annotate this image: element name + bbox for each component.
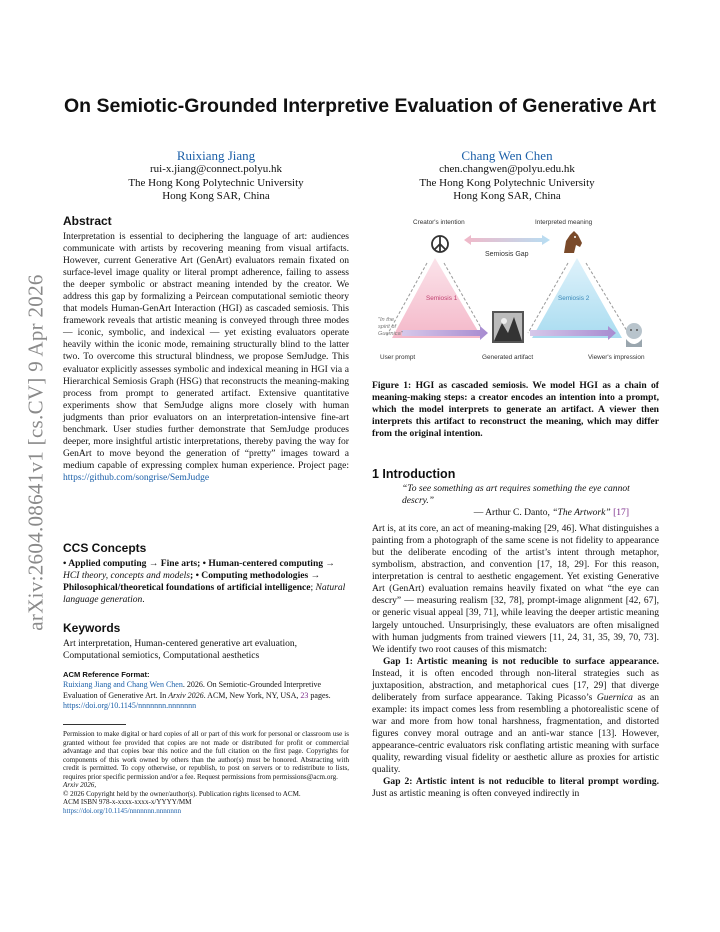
ccs-concept: • Applied computing → Fine arts; • Human-centered computing → [63, 558, 335, 569]
gap1-text-cont: as an example: its impact comes less from resembling a photorealistic scene of war and more from how tonal harshness, fragmentation, and distorted figures convey moral outrage and an anti-war stance [13]. However, appearance-centric evaluators risk conflating artistic meaning with surface quality, rewarding visual fidelity or aesthetic allure as proxies for artistic quality. [372, 691, 659, 776]
ccs-concept: Natural language generation [63, 582, 346, 606]
author-location: Hong Kong SAR, China [453, 190, 561, 202]
label-viewers-impression: Viewer's impression [588, 354, 645, 361]
label-generated-artifact: Generated artifact [482, 354, 534, 361]
author-name[interactable]: Chang Wen Chen [461, 148, 553, 163]
label-semiosis-2: Semiosis 2 [558, 295, 590, 302]
ccs-heading: CCS Concepts [63, 541, 147, 555]
horse-icon [564, 231, 582, 253]
gap1-title: Gap 1: Artistic meaning is not reducible to surface appearance. [383, 655, 659, 667]
epigraph-work: “The Artwork” [552, 507, 611, 519]
semiosis-gap-arrow [464, 235, 550, 245]
prompt-line: "In the [378, 317, 394, 323]
permission-doi[interactable]: https://doi.org/10.1145/nnnnnnn.nnnnnnn [63, 806, 182, 815]
acm-ref-text: . 2026. On Semiotic-Grounded Interpretive Evaluation of Generative Art. In [63, 680, 322, 700]
author-email: rui-x.jiang@connect.polyu.hk [149, 163, 283, 175]
acm-ref-text: pages. [308, 690, 331, 700]
author-location: Hong Kong SAR, China [162, 190, 270, 202]
acm-ref-text: . ACM, New York, NY, USA, [203, 690, 301, 700]
keywords-heading: Keywords [63, 621, 121, 635]
arxiv-sidebar [6, 250, 52, 650]
acm-ref-venue: Arxiv 2026 [168, 690, 204, 700]
footnote-rule [63, 724, 126, 725]
author-block-1 [81, 148, 351, 204]
keywords-section [63, 620, 349, 662]
keywords-text: Art interpretation, Human-centered generative art evaluation, Computational semiotics, Computational aesthetics [63, 638, 298, 662]
label-semiosis-1: Semiosis 1 [426, 295, 458, 302]
intro-paragraph: Art is, at its core, an act of meaning-making [29, 46]. What distinguishes a painting from a photograph of the same scene is not fidelity to appearance but the deliberate encoding of the artist’s intent through metaphor, symbolism, abstraction, and convention [17, 18, 29]. For this reason, interpretation is central to aesthetic engagement. Yet existing Generative Art (GenArt) evaluation remains heavily fixated on what “the eye can descry” — measuring realism [32, 78], prompt-image alignment [42, 67], or generic visual appeal [39, 71], while leaving the deeper artistic meaning largely untouched. Unsurprisingly, these evaluators are often misaligned with human judgments from trained viewers [11, 24, 31, 35, 39, 70, 73]. We identify two root causes of this mismatch: [372, 523, 659, 655]
acm-ref-pages: 23 [300, 690, 309, 700]
gap1-italic: Guernica [596, 691, 633, 703]
ccs-end: . [142, 594, 145, 606]
acm-ref-authors[interactable]: Ruixiang Jiang and Chang Wen Chen [63, 680, 183, 690]
ccs-section [63, 540, 349, 606]
isbn-text: ACM ISBN 978-x-xxxx-xxxx-x/YYYY/MM [63, 798, 192, 806]
acm-ref-heading: ACM Reference Format: [63, 670, 150, 679]
figure-1 [372, 213, 659, 373]
gap2-title: Gap 2: Artistic intent is not reducible to literal prompt wording. [383, 776, 659, 788]
epigraph-attribution: — Arthur C. Danto, [473, 507, 553, 519]
ccs-separator: ; [310, 582, 316, 594]
prompt-line: spirit of [378, 324, 397, 330]
permission-text: Permission to make digital or hard copies of all or part of this work for personal or classroom use is granted without fee provided that copies are not made or distributed for profit or commercial advantage and that copies bear this notice and the full citation on the first page. Copyrights for components of this work owned by others than the author(s) must be honored. Abstracting with credit is permitted. To copy otherwise, or republish, to post on servers or to redistribute to lists, requires prior specific permission and/or a fee. Request permissions from permissions@acm.org. [63, 730, 349, 781]
permission-venue: Arxiv 2026, [63, 781, 97, 789]
author-name[interactable]: Ruixiang Jiang [176, 148, 256, 163]
label-user-prompt: User prompt [380, 354, 416, 361]
artifact-painting-icon [492, 311, 524, 343]
abstract-heading: Abstract [63, 214, 112, 228]
epigraph-quote: “To see something as art requires something the eye cannot descry.” [402, 483, 630, 507]
abstract-section [63, 213, 349, 484]
semiosis-diagram [372, 213, 659, 373]
copyright-text: © 2026 Copyright held by the owner/author(s). Publication rights licensed to ACM. [63, 789, 301, 798]
prompt-line: Guernica" [378, 331, 403, 337]
author-block-2 [372, 148, 642, 204]
paper-title: On Semiotic-Grounded Interpretive Evaluation of Generative Art [64, 95, 656, 117]
abstract-text: Interpretation is essential to deciphering the language of art: audiences communicate with artists by recovering meaning from visual artifacts. However, current Generative Art (GenArt) evaluators remain fixated on surface-level image quality or literal prompt adherence, failing to assess the deeper symbolic or abstract meaning intended by the creator. We address this gap by formalizing a Peircean computational semiotic theory that models Human-GenArt Interaction (HGI) as cascaded semiosis. This framework reveals that artistic meaning is conveyed through three modes — iconic, symbolic, and indexical — yet existing evaluators operate heavily within the iconic mode, remaining structurally blind to the latter two. To overcome this structural blindness, we propose SemJudge. This evaluator explicitly assesses symbolic and indexical meaning in HGI via a Hierarchical Semiosis Graph (HSG) that reconstructs the meaning-making process from prompt to generated artifact. Extensive quantitative experiments show that SemJudge aligns more closely with human judgments than prior evaluators on an interpretation-intensive fine-art benchmark. User studies further demonstrate that SemJudge produces deeper, more insightful artistic interpretations, thereby paving the way for GenArt to move beyond the generation of “pretty” images toward a medium capable of expressing complex human experience. Project page: [63, 231, 349, 471]
introduction-section [372, 466, 659, 800]
viewer-statue-icon [626, 323, 642, 347]
permission-notice [63, 730, 349, 815]
prompt-text [378, 317, 403, 338]
ccs-concept: HCI theory, concepts and models [63, 570, 191, 582]
label-creators-intention: Creator's intention [413, 219, 465, 226]
label-semiosis-gap: Semiosis Gap [485, 251, 529, 258]
gap1-text: Instead, it is often encoded through non-literal strategies such as juxtaposition, abstraction, and metaphorical cues [17, 29] that diverge deliberately from surface appearance. Taking Picasso’s [372, 667, 659, 703]
figure-caption: Figure 1: HGI as cascaded semiosis. We model HGI as a chain of meaning-making steps: a creator encodes an intention into a prompt, which the model interprets to generate an artifact. A viewer then interprets this artifact to reconstruct the meaning, which may differ from the original intention. [372, 380, 659, 440]
acm-reference [63, 670, 349, 712]
introduction-heading: 1 Introduction [372, 467, 456, 481]
ccs-concept: ; • Computing methodologies → Philosophical/theoretical foundations of artificial intelligence [63, 570, 321, 594]
label-interpreted-meaning: Interpreted meaning [535, 219, 593, 226]
author-email: chen.changwen@polyu.edu.hk [439, 163, 575, 175]
peace-icon [432, 236, 448, 252]
gap2-text: Just as artistic meaning is often conveyed indirectly in [372, 788, 580, 800]
acm-ref-doi[interactable]: https://doi.org/10.1145/nnnnnnn.nnnnnnn [63, 701, 197, 711]
arxiv-identifier: arXiv:2604.08641v1 [cs.CV] 9 Apr 2026 [23, 274, 48, 631]
epigraph-ref: [17] [610, 507, 629, 519]
author-affiliation: The Hong Kong Polytechnic University [128, 176, 304, 189]
author-affiliation: The Hong Kong Polytechnic University [419, 176, 595, 189]
project-link[interactable]: https://github.com/songrise/SemJudge [63, 471, 210, 483]
